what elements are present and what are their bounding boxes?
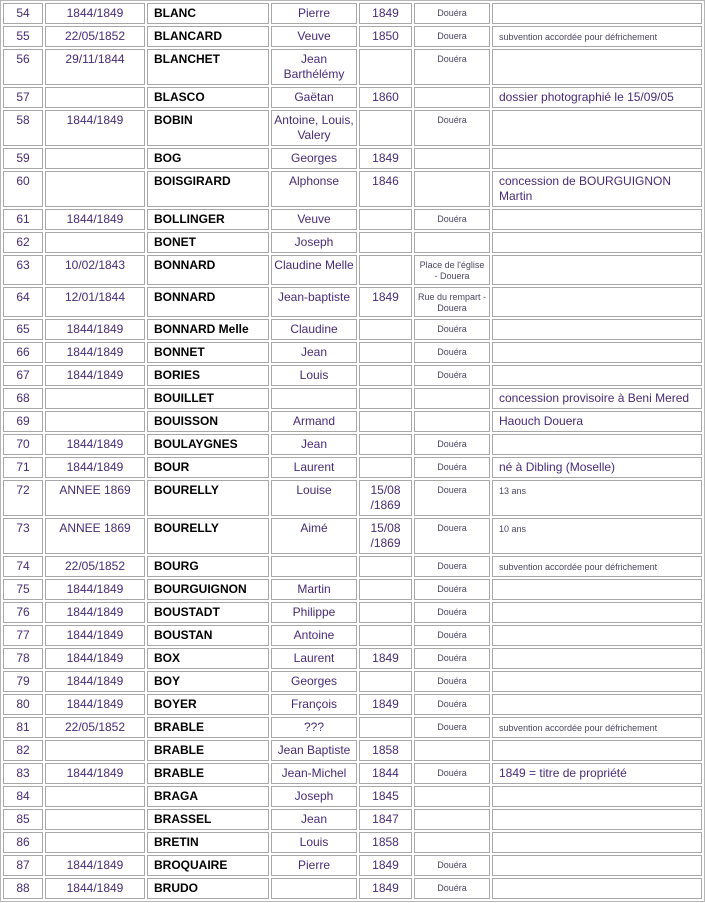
table-row bbox=[3, 87, 702, 108]
table-row bbox=[3, 49, 702, 85]
cell-note bbox=[492, 740, 702, 761]
cell-surname: BOUILLET bbox=[147, 388, 269, 409]
cell-year bbox=[359, 388, 412, 409]
cell-date bbox=[45, 171, 145, 207]
cell-surname: BLANCARD bbox=[147, 26, 269, 47]
cell-firstname bbox=[271, 878, 357, 899]
cell-firstname: Jean bbox=[271, 434, 357, 455]
cell-surname: BRABLE bbox=[147, 717, 269, 738]
cell-date: 1844/1849 bbox=[45, 434, 145, 455]
cell-row-number: 76 bbox=[3, 602, 43, 623]
cell-year bbox=[359, 602, 412, 623]
table-row bbox=[3, 232, 702, 253]
cell-note bbox=[492, 579, 702, 600]
cell-location bbox=[414, 832, 490, 853]
cell-firstname: Laurent bbox=[271, 648, 357, 669]
cell-location: Douera bbox=[414, 518, 490, 554]
cell-firstname: Alphonse bbox=[271, 171, 357, 207]
cell-year bbox=[359, 717, 412, 738]
cell-firstname: Louis bbox=[271, 832, 357, 853]
cell-location: Douéra bbox=[414, 457, 490, 478]
cell-surname: BRASSEL bbox=[147, 809, 269, 830]
cell-note bbox=[492, 255, 702, 285]
records-table-body bbox=[3, 3, 702, 899]
cell-surname: BLASCO bbox=[147, 87, 269, 108]
cell-location bbox=[414, 232, 490, 253]
table-row bbox=[3, 365, 702, 386]
cell-date: 1844/1849 bbox=[45, 878, 145, 899]
cell-row-number: 63 bbox=[3, 255, 43, 285]
table-row bbox=[3, 319, 702, 340]
cell-row-number: 57 bbox=[3, 87, 43, 108]
cell-location: Douéra bbox=[414, 671, 490, 692]
cell-location: Douera bbox=[414, 26, 490, 47]
cell-note bbox=[492, 342, 702, 363]
table-row bbox=[3, 602, 702, 623]
cell-year: 1844 bbox=[359, 763, 412, 784]
cell-date: 1844/1849 bbox=[45, 457, 145, 478]
cell-location: Douéra bbox=[414, 878, 490, 899]
cell-note bbox=[492, 809, 702, 830]
cell-row-number: 73 bbox=[3, 518, 43, 554]
cell-note bbox=[492, 602, 702, 623]
cell-note bbox=[492, 625, 702, 646]
cell-firstname: Jean bbox=[271, 342, 357, 363]
cell-date: ANNEE 1869 bbox=[45, 518, 145, 554]
cell-date bbox=[45, 832, 145, 853]
cell-location: Douéra bbox=[414, 763, 490, 784]
cell-surname: BOURELLY bbox=[147, 480, 269, 516]
table-row bbox=[3, 556, 702, 577]
cell-note bbox=[492, 855, 702, 876]
cell-firstname bbox=[271, 388, 357, 409]
cell-row-number: 60 bbox=[3, 171, 43, 207]
cell-year bbox=[359, 434, 412, 455]
cell-row-number: 75 bbox=[3, 579, 43, 600]
cell-row-number: 56 bbox=[3, 49, 43, 85]
cell-row-number: 86 bbox=[3, 832, 43, 853]
cell-year bbox=[359, 319, 412, 340]
cell-surname: BRUDO bbox=[147, 878, 269, 899]
cell-row-number: 66 bbox=[3, 342, 43, 363]
cell-date: ANNEE 1869 bbox=[45, 480, 145, 516]
cell-location bbox=[414, 786, 490, 807]
cell-location: Douéra bbox=[414, 625, 490, 646]
cell-firstname: Georges bbox=[271, 671, 357, 692]
cell-year: 1849 bbox=[359, 694, 412, 715]
cell-surname: BRETIN bbox=[147, 832, 269, 853]
cell-surname: BOUSTAN bbox=[147, 625, 269, 646]
cell-location bbox=[414, 411, 490, 432]
cell-firstname: ??? bbox=[271, 717, 357, 738]
cell-location: Douéra bbox=[414, 434, 490, 455]
cell-row-number: 87 bbox=[3, 855, 43, 876]
cell-row-number: 64 bbox=[3, 287, 43, 317]
cell-note bbox=[492, 209, 702, 230]
cell-year bbox=[359, 232, 412, 253]
table-row bbox=[3, 457, 702, 478]
table-row bbox=[3, 255, 702, 285]
table-row bbox=[3, 209, 702, 230]
cell-surname: BOUISSON bbox=[147, 411, 269, 432]
cell-year: 1858 bbox=[359, 740, 412, 761]
cell-location: Douéra bbox=[414, 319, 490, 340]
cell-row-number: 80 bbox=[3, 694, 43, 715]
cell-year bbox=[359, 457, 412, 478]
table-row bbox=[3, 287, 702, 317]
cell-firstname: Gaëtan bbox=[271, 87, 357, 108]
cell-year: 15/08 /1869 bbox=[359, 518, 412, 554]
table-row bbox=[3, 171, 702, 207]
cell-year: 1858 bbox=[359, 832, 412, 853]
cell-date: 1844/1849 bbox=[45, 855, 145, 876]
cell-surname: BOURG bbox=[147, 556, 269, 577]
cell-year: 1849 bbox=[359, 287, 412, 317]
table-row bbox=[3, 342, 702, 363]
cell-row-number: 59 bbox=[3, 148, 43, 169]
cell-surname: BRAGA bbox=[147, 786, 269, 807]
cell-firstname: Louis bbox=[271, 365, 357, 386]
cell-row-number: 61 bbox=[3, 209, 43, 230]
table-row bbox=[3, 786, 702, 807]
cell-firstname: Pierre bbox=[271, 3, 357, 24]
cell-year bbox=[359, 625, 412, 646]
cell-location: Douera bbox=[414, 556, 490, 577]
table-row bbox=[3, 411, 702, 432]
cell-date: 1844/1849 bbox=[45, 671, 145, 692]
cell-year: 1849 bbox=[359, 148, 412, 169]
cell-date: 22/05/1852 bbox=[45, 26, 145, 47]
table-row bbox=[3, 694, 702, 715]
cell-firstname: Jean-baptiste bbox=[271, 287, 357, 317]
cell-date: 1844/1849 bbox=[45, 110, 145, 146]
table-row bbox=[3, 878, 702, 899]
cell-row-number: 81 bbox=[3, 717, 43, 738]
table-row bbox=[3, 579, 702, 600]
cell-note: dossier photographié le 15/09/05 bbox=[492, 87, 702, 108]
table-row bbox=[3, 3, 702, 24]
table-row bbox=[3, 740, 702, 761]
cell-surname: BLANCHET bbox=[147, 49, 269, 85]
cell-surname: BONET bbox=[147, 232, 269, 253]
cell-date bbox=[45, 87, 145, 108]
cell-location: Rue du rempart - Douera bbox=[414, 287, 490, 317]
cell-surname: BRABLE bbox=[147, 740, 269, 761]
cell-note bbox=[492, 319, 702, 340]
table-row bbox=[3, 625, 702, 646]
cell-note: 10 ans bbox=[492, 518, 702, 554]
cell-location bbox=[414, 809, 490, 830]
cell-row-number: 69 bbox=[3, 411, 43, 432]
cell-row-number: 85 bbox=[3, 809, 43, 830]
cell-date: 1844/1849 bbox=[45, 579, 145, 600]
cell-date: 1844/1849 bbox=[45, 763, 145, 784]
cell-location: Douéra bbox=[414, 342, 490, 363]
cell-row-number: 54 bbox=[3, 3, 43, 24]
cell-surname: BOURGUIGNON bbox=[147, 579, 269, 600]
cell-year: 1850 bbox=[359, 26, 412, 47]
cell-location: Place de l'église - Douera bbox=[414, 255, 490, 285]
cell-note bbox=[492, 365, 702, 386]
cell-row-number: 71 bbox=[3, 457, 43, 478]
cell-year bbox=[359, 255, 412, 285]
cell-row-number: 62 bbox=[3, 232, 43, 253]
cell-firstname: Pierre bbox=[271, 855, 357, 876]
cell-location bbox=[414, 740, 490, 761]
cell-note bbox=[492, 287, 702, 317]
cell-note: 1849 = titre de propriété bbox=[492, 763, 702, 784]
cell-note: concession de BOURGUIGNON Martin bbox=[492, 171, 702, 207]
cell-row-number: 68 bbox=[3, 388, 43, 409]
cell-firstname bbox=[271, 556, 357, 577]
cell-year bbox=[359, 209, 412, 230]
cell-date bbox=[45, 740, 145, 761]
cell-firstname: Claudine Melle bbox=[271, 255, 357, 285]
cell-location: Douéra bbox=[414, 209, 490, 230]
cell-row-number: 70 bbox=[3, 434, 43, 455]
cell-note bbox=[492, 148, 702, 169]
cell-firstname: Veuve bbox=[271, 209, 357, 230]
cell-location: Douéra bbox=[414, 694, 490, 715]
cell-date: 1844/1849 bbox=[45, 694, 145, 715]
cell-date bbox=[45, 411, 145, 432]
cell-date: 10/02/1843 bbox=[45, 255, 145, 285]
cell-firstname: Joseph bbox=[271, 786, 357, 807]
cell-note: subvention accordée pour défrichement bbox=[492, 26, 702, 47]
cell-date: 1844/1849 bbox=[45, 342, 145, 363]
cell-row-number: 84 bbox=[3, 786, 43, 807]
cell-year: 15/08 /1869 bbox=[359, 480, 412, 516]
cell-date: 1844/1849 bbox=[45, 319, 145, 340]
cell-date: 1844/1849 bbox=[45, 365, 145, 386]
cell-surname: BLANC bbox=[147, 3, 269, 24]
cell-surname: BOG bbox=[147, 148, 269, 169]
cell-year: 1860 bbox=[359, 87, 412, 108]
cell-location bbox=[414, 87, 490, 108]
cell-row-number: 77 bbox=[3, 625, 43, 646]
table-row bbox=[3, 434, 702, 455]
cell-surname: BOX bbox=[147, 648, 269, 669]
cell-firstname: Antoine, Louis, Valery bbox=[271, 110, 357, 146]
cell-firstname: Jean-Michel bbox=[271, 763, 357, 784]
cell-year: 1849 bbox=[359, 648, 412, 669]
cell-date: 1844/1849 bbox=[45, 209, 145, 230]
cell-firstname: Antoine bbox=[271, 625, 357, 646]
cell-date: 22/05/1852 bbox=[45, 717, 145, 738]
cell-year: 1849 bbox=[359, 878, 412, 899]
cell-location: Douera bbox=[414, 480, 490, 516]
cell-row-number: 67 bbox=[3, 365, 43, 386]
cell-note: 13 ans bbox=[492, 480, 702, 516]
cell-year bbox=[359, 49, 412, 85]
cell-surname: BOUR bbox=[147, 457, 269, 478]
cell-location: Douéra bbox=[414, 648, 490, 669]
cell-date bbox=[45, 809, 145, 830]
cell-location bbox=[414, 148, 490, 169]
table-row bbox=[3, 809, 702, 830]
cell-date: 1844/1849 bbox=[45, 648, 145, 669]
cell-surname: BOYER bbox=[147, 694, 269, 715]
cell-date: 22/05/1852 bbox=[45, 556, 145, 577]
cell-surname: BORIES bbox=[147, 365, 269, 386]
cell-date: 1844/1849 bbox=[45, 625, 145, 646]
cell-firstname: Jean Barthélémy bbox=[271, 49, 357, 85]
cell-date: 29/11/1844 bbox=[45, 49, 145, 85]
cell-firstname: Laurent bbox=[271, 457, 357, 478]
cell-note bbox=[492, 832, 702, 853]
cell-year bbox=[359, 342, 412, 363]
table-row bbox=[3, 855, 702, 876]
table-row bbox=[3, 480, 702, 516]
cell-note bbox=[492, 49, 702, 85]
table-row bbox=[3, 832, 702, 853]
cell-year bbox=[359, 110, 412, 146]
cell-location: Douéra bbox=[414, 579, 490, 600]
cell-location bbox=[414, 388, 490, 409]
cell-surname: BOUSTADT bbox=[147, 602, 269, 623]
cell-row-number: 58 bbox=[3, 110, 43, 146]
cell-surname: BROQUAIRE bbox=[147, 855, 269, 876]
cell-firstname: Armand bbox=[271, 411, 357, 432]
cell-firstname: Joseph bbox=[271, 232, 357, 253]
cell-year bbox=[359, 556, 412, 577]
cell-note bbox=[492, 648, 702, 669]
cell-note bbox=[492, 878, 702, 899]
cell-date: 1844/1849 bbox=[45, 602, 145, 623]
cell-year bbox=[359, 411, 412, 432]
cell-note: concession provisoire à Beni Mered bbox=[492, 388, 702, 409]
cell-firstname: François bbox=[271, 694, 357, 715]
cell-location: Douéra bbox=[414, 3, 490, 24]
cell-location: Douéra bbox=[414, 110, 490, 146]
cell-note bbox=[492, 3, 702, 24]
cell-surname: BOULAYGNES bbox=[147, 434, 269, 455]
cell-row-number: 83 bbox=[3, 763, 43, 784]
cell-note bbox=[492, 434, 702, 455]
cell-date bbox=[45, 388, 145, 409]
cell-year bbox=[359, 365, 412, 386]
table-row bbox=[3, 763, 702, 784]
cell-surname: BOY bbox=[147, 671, 269, 692]
cell-surname: BOURELLY bbox=[147, 518, 269, 554]
cell-year: 1845 bbox=[359, 786, 412, 807]
cell-surname: BONNET bbox=[147, 342, 269, 363]
cell-firstname: Philippe bbox=[271, 602, 357, 623]
cell-year: 1849 bbox=[359, 855, 412, 876]
table-row bbox=[3, 671, 702, 692]
cell-date: 1844/1849 bbox=[45, 3, 145, 24]
cell-surname: BONNARD Melle bbox=[147, 319, 269, 340]
table-row bbox=[3, 110, 702, 146]
cell-year: 1849 bbox=[359, 3, 412, 24]
cell-row-number: 72 bbox=[3, 480, 43, 516]
cell-firstname: Claudine bbox=[271, 319, 357, 340]
cell-surname: BOBIN bbox=[147, 110, 269, 146]
cell-firstname: Martin bbox=[271, 579, 357, 600]
cell-note: né à Dibling (Moselle) bbox=[492, 457, 702, 478]
cell-location: Douera bbox=[414, 717, 490, 738]
cell-surname: BONNARD bbox=[147, 287, 269, 317]
table-row bbox=[3, 518, 702, 554]
cell-year: 1847 bbox=[359, 809, 412, 830]
cell-note bbox=[492, 232, 702, 253]
cell-location: Douéra bbox=[414, 855, 490, 876]
cell-note bbox=[492, 110, 702, 146]
cell-date bbox=[45, 148, 145, 169]
cell-firstname: Jean bbox=[271, 809, 357, 830]
cell-year bbox=[359, 579, 412, 600]
table-row bbox=[3, 148, 702, 169]
cell-surname: BOISGIRARD bbox=[147, 171, 269, 207]
cell-row-number: 79 bbox=[3, 671, 43, 692]
cell-note bbox=[492, 694, 702, 715]
cell-firstname: Georges bbox=[271, 148, 357, 169]
cell-row-number: 55 bbox=[3, 26, 43, 47]
cell-location: Douéra bbox=[414, 602, 490, 623]
cell-location: Douéra bbox=[414, 365, 490, 386]
cell-row-number: 65 bbox=[3, 319, 43, 340]
table-row bbox=[3, 26, 702, 47]
cell-firstname: Jean Baptiste bbox=[271, 740, 357, 761]
cell-location bbox=[414, 171, 490, 207]
cell-row-number: 78 bbox=[3, 648, 43, 669]
cell-date: 12/01/1844 bbox=[45, 287, 145, 317]
cell-year: 1846 bbox=[359, 171, 412, 207]
cell-row-number: 82 bbox=[3, 740, 43, 761]
table-row bbox=[3, 717, 702, 738]
cell-surname: BONNARD bbox=[147, 255, 269, 285]
cell-firstname: Louise bbox=[271, 480, 357, 516]
cell-surname: BRABLE bbox=[147, 763, 269, 784]
cell-note bbox=[492, 786, 702, 807]
cell-firstname: Veuve bbox=[271, 26, 357, 47]
cell-row-number: 74 bbox=[3, 556, 43, 577]
table-row bbox=[3, 648, 702, 669]
cell-note: subvention accordée pour défrichement bbox=[492, 556, 702, 577]
cell-firstname: Aimé bbox=[271, 518, 357, 554]
cell-note bbox=[492, 671, 702, 692]
cell-note: subvention accordée pour défrichement bbox=[492, 717, 702, 738]
cell-row-number: 88 bbox=[3, 878, 43, 899]
cell-date bbox=[45, 232, 145, 253]
cell-surname: BOLLINGER bbox=[147, 209, 269, 230]
cell-location: Douéra bbox=[414, 49, 490, 85]
cell-date bbox=[45, 786, 145, 807]
cell-note: Haouch Douera bbox=[492, 411, 702, 432]
cell-year bbox=[359, 671, 412, 692]
table-row bbox=[3, 388, 702, 409]
